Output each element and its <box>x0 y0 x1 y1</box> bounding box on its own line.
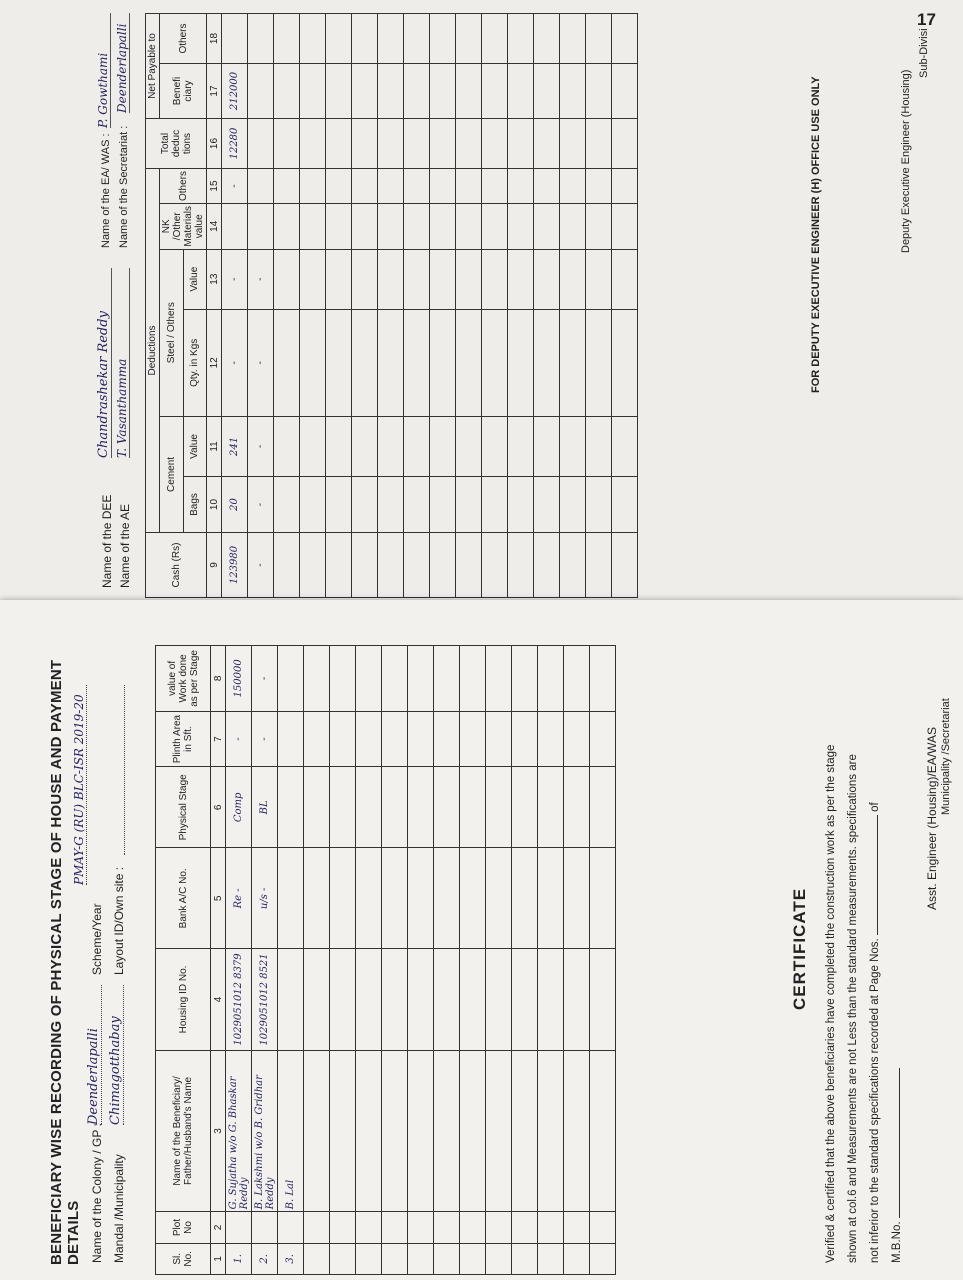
dee-label: Name of the DEE <box>100 494 114 588</box>
col-num: 4 <box>211 949 226 1050</box>
header-nk: NK /Other Materials value <box>160 204 207 250</box>
header-plinth: Plinth Area in Sft. <box>156 711 211 767</box>
header-bank: Bank A/C No. <box>156 848 211 949</box>
header-name: Name of the Beneficiary/ Father/Husband's Name <box>156 1050 211 1212</box>
table-row <box>252 646 278 1275</box>
col-num: 5 <box>211 848 226 949</box>
table-row <box>586 14 612 598</box>
net-cell: 212000 <box>222 64 248 119</box>
ea-value: P. Gowthami <box>96 13 111 128</box>
header-housing-id: Housing ID No. <box>156 949 211 1050</box>
table-row <box>482 14 508 598</box>
signatory-sub-label: Municipality /Secretariat <box>940 698 952 815</box>
header-total: Total deduc tions <box>146 119 207 169</box>
table-row <box>382 646 408 1275</box>
ae-label: Name of the AE <box>118 503 132 588</box>
col-num: 17 <box>207 64 222 119</box>
col-num: 13 <box>207 249 222 309</box>
nk-cell <box>222 204 248 250</box>
ea-label: Name of the EA/ WAS : <box>100 133 112 248</box>
page-title: BENEFICIARY WISE RECORDING OF PHYSICAL STAGE OF HOUSE AND PAYMENT DETAILS <box>48 659 82 1265</box>
mb-no-label: M.B.No. <box>891 1221 903 1263</box>
sl-cell: 2. <box>252 1243 278 1274</box>
colony-label: Name of the Colony / GP : <box>90 1123 104 1263</box>
header-bags: Bags <box>183 477 207 533</box>
table-row <box>612 14 638 598</box>
qty-cell: - <box>222 309 248 416</box>
header-stage: Physical Stage <box>156 767 211 848</box>
col-num: 7 <box>211 711 226 767</box>
header-others-net: Others <box>160 14 207 64</box>
total-cell: 12280 <box>222 119 248 169</box>
page-number: 17 <box>917 10 936 29</box>
others-cell: - <box>222 169 248 204</box>
plot-cell <box>226 1212 252 1243</box>
table-row <box>434 646 460 1275</box>
steel-value-cell: - <box>248 249 274 309</box>
header-cash: Cash (Rs) <box>146 533 207 598</box>
table-row <box>248 14 274 598</box>
table-row <box>460 646 486 1275</box>
cash-cell: 123980 <box>222 533 248 598</box>
certificate-of: of <box>869 802 881 812</box>
header-deductions: Deductions <box>146 169 160 533</box>
name-cell: B. Lakshmi w/o B. Gridhar Reddy <box>252 1050 278 1212</box>
certificate-title: CERTIFICATE <box>790 887 809 1010</box>
secretariat-label: Name of the Secretariat : <box>118 125 130 248</box>
others-cell <box>248 169 274 204</box>
table-row <box>560 14 586 598</box>
table-row <box>222 14 248 598</box>
net-cell <box>248 64 274 119</box>
bank-cell: u/s - <box>252 848 278 949</box>
header-steel: Steel / Others <box>160 249 184 416</box>
value-cell: 241 <box>222 416 248 476</box>
left-page-content <box>20 605 950 1275</box>
housing-id-cell <box>278 949 304 1050</box>
table-row <box>486 646 512 1275</box>
col-num: 12 <box>207 309 222 416</box>
table-row <box>564 646 590 1275</box>
scheme-value: PMAY-G (RU) BLC-ISR 2019-20 <box>72 685 87 885</box>
header-plot: Plot No <box>156 1212 211 1243</box>
value-cell: - <box>248 416 274 476</box>
table-row <box>356 646 382 1275</box>
plot-cell <box>252 1212 278 1243</box>
bank-cell <box>278 848 304 949</box>
certificate-line: shown at col.6 and Measurements are not Less than the standard measurements. specifications are <box>847 754 859 1263</box>
table-row <box>538 646 564 1275</box>
table-row <box>330 646 356 1275</box>
table-row <box>512 646 538 1275</box>
scheme-label: Scheme/Year <box>90 903 104 975</box>
table-row <box>304 646 330 1275</box>
col-num: 1 <box>211 1243 226 1274</box>
mandal-value: Chimagotthabay <box>108 985 124 1125</box>
value-cell: 150000 <box>226 646 252 712</box>
name-cell: G. Sujatha w/o G. Bhaskar Reddy <box>226 1050 252 1212</box>
plot-cell <box>278 1212 304 1243</box>
header-others: Others <box>160 169 207 204</box>
dee-value: Chandrashekar Reddy <box>96 268 112 458</box>
certificate-line: Verified & certified that the above beneficiaries have completed the construction work as per the stage <box>825 744 837 1263</box>
deductions-table <box>145 13 638 598</box>
table-row <box>456 14 482 598</box>
table-row <box>408 646 434 1275</box>
header-cement: Cement <box>160 416 184 532</box>
bags-cell: - <box>248 477 274 533</box>
header-cement-value: Value <box>183 416 207 476</box>
table-row <box>430 14 456 598</box>
beneficiary-table <box>155 645 616 1275</box>
table-row <box>226 646 252 1275</box>
stage-cell: BL <box>252 767 278 848</box>
certificate-text <box>820 623 908 1263</box>
col-num: 8 <box>211 646 226 712</box>
secretariat-value: Deenderlapalli <box>115 13 130 113</box>
mb-no-wrap <box>886 623 908 1263</box>
layout-label: Layout ID/Own site : <box>112 866 126 975</box>
col-num: 11 <box>207 416 222 476</box>
plinth-cell <box>278 711 304 767</box>
col-num: 16 <box>207 119 222 169</box>
dee-signature-label: Deputy Executive Engineer (Housing) <box>900 69 912 253</box>
table-row <box>378 14 404 598</box>
table-row <box>274 14 300 598</box>
certificate-line-wrap <box>864 623 886 1263</box>
table-row <box>534 14 560 598</box>
col-num: 14 <box>207 204 222 250</box>
bank-cell: Re - <box>226 848 252 949</box>
name-cell: B. Lal <box>278 1050 304 1212</box>
layout-line <box>124 685 125 855</box>
table-row <box>278 646 304 1275</box>
plinth-cell: - <box>226 711 252 767</box>
table-row <box>352 14 378 598</box>
housing-id-cell: 1029051012 8521 <box>252 949 278 1050</box>
stage-cell: Comp <box>226 767 252 848</box>
right-page-content <box>40 13 945 598</box>
col-num: 9 <box>207 533 222 598</box>
office-use-footer: FOR DEPUTY EXECUTIVE ENGINEER (H) OFFICE USE ONLY <box>810 76 822 393</box>
nk-cell <box>248 204 274 250</box>
sl-cell: 1. <box>226 1243 252 1274</box>
header-value: value of Work done as per Stage <box>156 646 211 712</box>
bags-cell: 20 <box>222 477 248 533</box>
col-num: 3 <box>211 1050 226 1212</box>
value-cell <box>278 646 304 712</box>
certificate-line: not inferior to the standard specifications recorded at Page Nos. <box>869 938 881 1263</box>
ae-value: T. Vasanthamma <box>115 268 130 458</box>
col-num: 6 <box>211 767 226 848</box>
steel-value-cell: - <box>222 249 248 309</box>
plinth-cell: - <box>252 711 278 767</box>
table-row <box>404 14 430 598</box>
col-num: 18 <box>207 14 222 64</box>
sub-division-label: Sub-Divisi <box>918 28 930 78</box>
others-net-cell <box>222 14 248 64</box>
col-num: 10 <box>207 477 222 533</box>
table-row <box>508 14 534 598</box>
header-sl: Sl. No. <box>156 1243 211 1274</box>
colony-value: Deenderlapalli <box>86 985 102 1125</box>
header-steel-value: Value <box>183 249 207 309</box>
cash-cell: - <box>248 533 274 598</box>
col-num: 2 <box>211 1212 226 1243</box>
sl-cell: 3. <box>278 1243 304 1274</box>
total-cell <box>248 119 274 169</box>
table-row <box>326 14 352 598</box>
header-beneficiary: Benefi ciary <box>160 64 207 119</box>
housing-id-cell: 1029051012 8379 <box>226 949 252 1050</box>
header-qty: Qty. in Kgs <box>183 309 207 416</box>
col-num: 15 <box>207 169 222 204</box>
signatory-label: Asst. Engineer (Housing)/EA/WAS <box>925 727 939 910</box>
qty-cell: - <box>248 309 274 416</box>
others-net-cell <box>248 14 274 64</box>
stage-cell <box>278 767 304 848</box>
value-cell: - <box>252 646 278 712</box>
header-net: Net Payable to <box>146 14 160 119</box>
table-row <box>300 14 326 598</box>
mandal-label: Mandal /Municipality <box>112 1154 126 1263</box>
table-row <box>590 646 616 1275</box>
